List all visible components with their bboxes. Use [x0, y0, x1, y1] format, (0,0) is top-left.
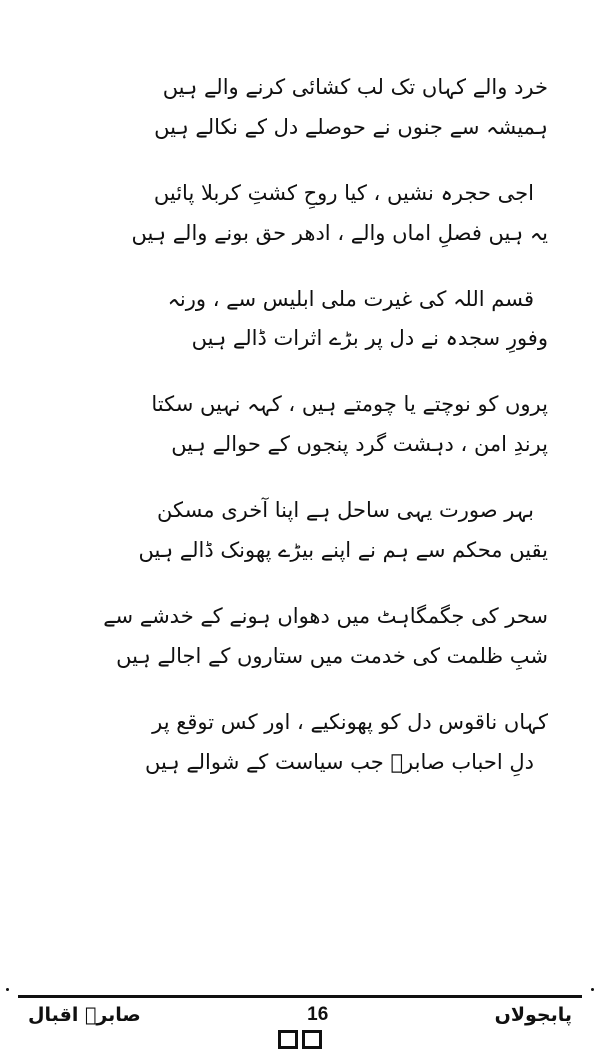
page-footer — [18, 995, 582, 1039]
poem-line: کہاں ناقوس دل کو پھونکیے ، اور کس توقع پر — [152, 709, 548, 734]
stanza — [34, 703, 548, 783]
footer-author-name: صابرؔ اقبال — [28, 1004, 141, 1026]
decorative-dot — [591, 988, 594, 991]
footer-book-title: پابجولاں — [494, 1004, 572, 1026]
poem-line: خرد والے کہاں تک لب کشائی کرنے والے ہیں — [162, 75, 548, 99]
poem-line: شبِ ظلمت کی خدمت میں ستاروں کے اجالے ہیں — [116, 643, 548, 668]
poem-line: دلِ احباب صابرؔ جب سیاست کے شوالے ہیں — [145, 749, 534, 774]
stanza — [34, 385, 548, 465]
poem-line: وفورِ سجدہ نے دل پر بڑے اثرات ڈالے ہیں — [191, 326, 548, 351]
poem-line: سحر کی جگمگاہٹ میں دھواں ہونے کے خدشے سے — [103, 603, 548, 628]
poem-line: قسم اللہ کی غیرت ملی ابلیس سے ، ورنہ — [167, 286, 534, 311]
poem-body — [34, 60, 566, 1022]
poem-line: پرندِ امن ، دہشت گرد پنجوں کے حوالے ہیں — [171, 432, 548, 457]
stanza — [34, 491, 548, 571]
decorative-dot — [6, 988, 9, 991]
footer-row — [18, 1004, 582, 1026]
poem-line: ہمیشہ سے جنوں نے حوصلے دل کے نکالے ہیں — [154, 114, 548, 139]
poem-line: بہر صورت یہی ساحل ہے اپنا آخری مسکن — [156, 498, 534, 523]
stanza — [34, 280, 548, 360]
poem-line: اجی حجرہ نشیں ، کیا روحِ کشتِ کربلا پائیں — [153, 180, 534, 205]
poem-line: یقیں محکم سے ہم نے اپنے بیڑے پھونک ڈالے ہیں — [138, 538, 548, 563]
stanza — [34, 597, 548, 677]
poem-line: یہ ہیں فصلِ اماں والے ، ادھر حق بونے والے ہیں — [131, 220, 548, 245]
stanza — [34, 68, 548, 148]
poem-line: پروں کو نوچتے یا چومتے ہیں ، کہہ نہیں سکتا — [151, 392, 548, 417]
page-number: 16 — [307, 1004, 329, 1025]
footer-divider — [18, 995, 582, 998]
stanza — [34, 174, 548, 254]
